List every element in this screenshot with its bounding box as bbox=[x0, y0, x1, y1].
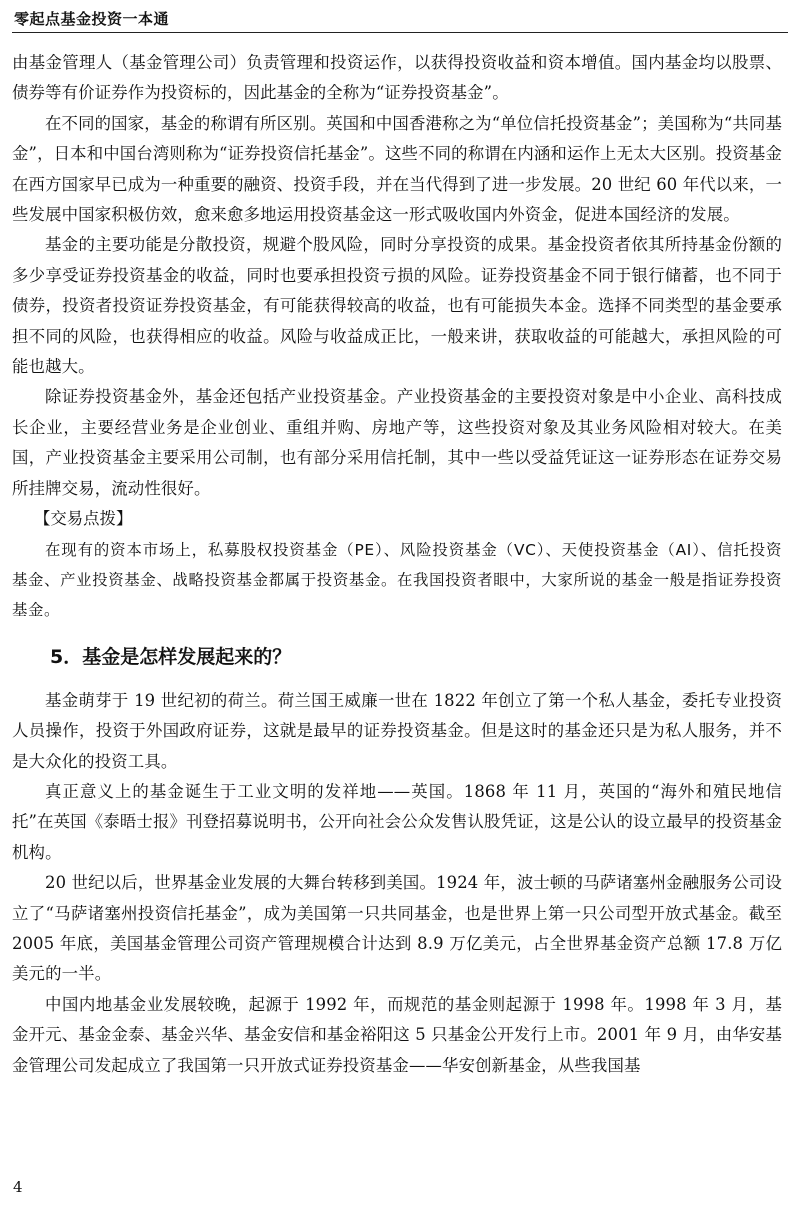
paragraph: 由基金管理人（基金管理公司）负责管理和投资运作，以获得投资收益和资本增值。国内基金均以股票、债券等有价证券作为投资标的，因此基金的全称为“证券投资基金”。 bbox=[12, 53, 782, 103]
section-title: 5．基金是怎样发展起来的？ bbox=[50, 645, 292, 668]
paragraph: 在不同的国家，基金的称谓有所区别。英国和中国香港称之为“单位信托投资基金”；美国称为“共同基金”，日本和中国台湾则称为“证券投资信托基金”。这些不同的称谓在内涵和运作上无太大区别。投资基金在西方国家早已成为一种重要的融资、投资手段，并在当代得到了进一步发展。20 世纪 60 年代以来，一些发展中国家积极仿效，愈来愈多地运用投资基金这一形式吸收国内外资金，促进本国经济的发展。 bbox=[12, 113, 782, 225]
paragraph: 20 世纪以后，世界基金业发展的大舞台转移到美国。1924 年，波士顿的马萨诸塞州金融服务公司设立了“马萨诸塞州投资信托基金”，成为美国第一只共同基金，也是世界上第一只公司型开放式基金。截至 2005 年底，美国基金管理公司资产管理规模合计达到 8.9 万亿美元，占全世界基金资产总额 17.8 万亿美元的一半。 bbox=[12, 873, 782, 984]
tip-text: 在现有的资本市场上，私募股权投资基金（PE）、风险投资基金（VC）、天使投资基金（AI）、信托投资基金、产业投资基金、战略投资基金都属于投资基金。在我国投资者眼中，大家所说的基金一般是指证券投资基金。 bbox=[12, 540, 782, 620]
paragraph: 真正意义上的基金诞生于工业文明的发祥地——英国。1868 年 11 月，英国的“海外和殖民地信托”在英国《泰晤士报》刊登招募说明书，公开向社会公众发售认股凭证，这是公认的设立最早的投资基金机构。 bbox=[12, 781, 782, 862]
paragraph: 除证券投资基金外，基金还包括产业投资基金。产业投资基金的主要投资对象是中小企业、高科技成长企业，主要经营业务是企业创业、重组并购、房地产等，这些投资对象及其业务风险相对较大。在美国，产业投资基金主要采用公司制，也有部分采用信托制，其中一些以受益凭证这一证券形态在证券交易所挂牌交易，流动性很好。 bbox=[12, 387, 782, 498]
paragraph: 基金萌芽于 19 世纪初的荷兰。荷兰国王威廉一世在 1822 年创立了第一个私人基金，委托专业投资人员操作，投资于外国政府证券，这就是最早的证券投资基金。但是这时的基金还只是为私人服务，并不是大众化的投资工具。 bbox=[12, 690, 782, 771]
page-body bbox=[12, 48, 782, 1081]
paragraph: 中国内地基金业发展较晚，起源于 1992 年，而规范的基金则起源于 1998 年。1998 年 3 月，基金开元、基金金泰、基金兴华、基金安信和基金裕阳这 5 只基金公开发行上市。2001 年 9 月，由华安基金管理公司发起成立了我国第一只开放式证券投资基金——华安创新基金，从些我国基 bbox=[12, 994, 782, 1075]
page-number: 4 bbox=[13, 1178, 23, 1196]
header-rule bbox=[12, 32, 788, 33]
running-header: 零起点基金投资一本通 bbox=[14, 10, 170, 28]
tip-label: 【交易点拨】 bbox=[34, 509, 133, 529]
paragraph: 基金的主要功能是分散投资，规避个股风险，同时分享投资的成果。基金投资者依其所持基金份额的多少享受证券投资基金的收益，同时也要承担投资亏损的风险。证券投资基金不同于银行储蓄，也不同于债券，投资者投资证券投资基金，有可能获得较高的收益，也有可能损失本金。选择不同类型的基金要承担不同的风险，也获得相应的收益。风险与收益成正比，一般来讲，获取收益的可能越大，承担风险的可能也越大。 bbox=[12, 235, 782, 377]
